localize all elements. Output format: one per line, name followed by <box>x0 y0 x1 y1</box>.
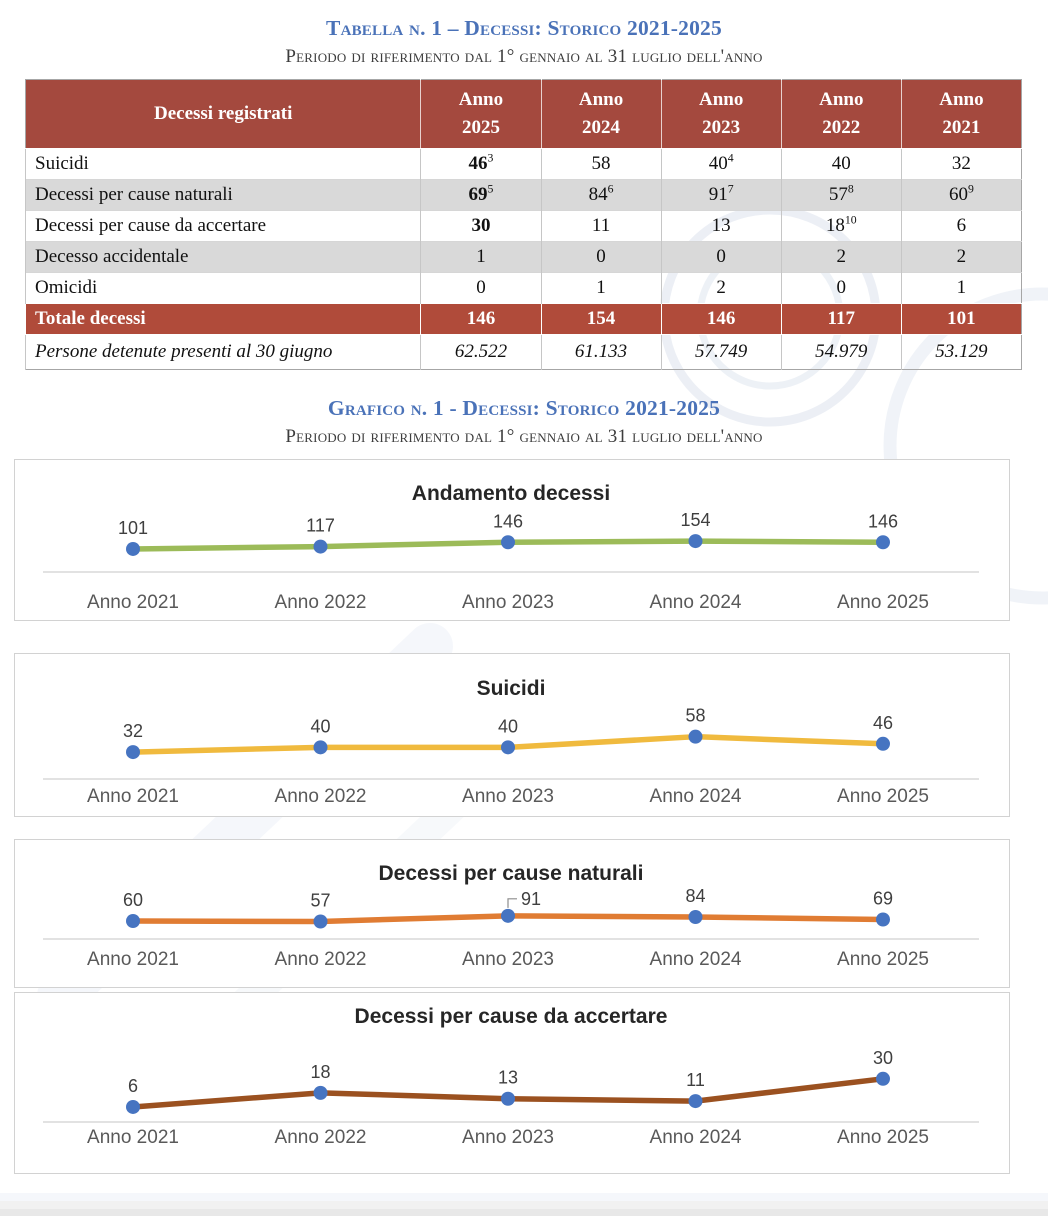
table-cell: 30 <box>421 211 541 242</box>
table-cell: $40^4$ <box>661 149 781 180</box>
detainees-cell: 62.522 <box>421 335 541 370</box>
data-label: 13 <box>497 1067 519 1088</box>
data-label: 60 <box>122 890 144 911</box>
table-cell: 2 <box>661 273 781 304</box>
data-point-marker <box>314 741 328 755</box>
table-cell: 6 <box>901 211 1021 242</box>
data-label: 91 <box>521 889 542 910</box>
detainees-cell: 53.129 <box>901 335 1021 370</box>
data-label: 57 <box>310 890 331 911</box>
table-cell: 11 <box>541 211 661 242</box>
data-point-marker <box>876 737 890 751</box>
deaths-table <box>25 79 1022 370</box>
deaths-table-body <box>26 149 1022 370</box>
data-label: 154 <box>680 510 711 531</box>
data-label-leader-line <box>508 899 517 908</box>
x-axis-tick-label: Anno 2021 <box>87 949 179 971</box>
detainees-cell: 54.979 <box>781 335 901 370</box>
table-cell: 2 <box>901 242 1021 273</box>
x-axis-tick-label: Anno 2024 <box>649 949 742 971</box>
data-label: 18 <box>310 1062 331 1083</box>
table-cell: $69^5$ <box>421 180 541 211</box>
chart-title: Decessi per cause da accertare <box>354 1005 668 1029</box>
data-label: 146 <box>867 511 899 532</box>
total-row <box>26 304 1022 335</box>
chart-canvas <box>15 993 1007 1173</box>
charts-area <box>0 459 1048 1174</box>
x-axis-tick-label: Anno 2025 <box>837 786 929 808</box>
data-point-marker <box>126 745 140 759</box>
table-row <box>26 149 1022 180</box>
table-cell: 58 <box>541 149 661 180</box>
table-cell: 2 <box>781 242 901 273</box>
detainees-cell: 57.749 <box>661 335 781 370</box>
data-point-marker <box>876 913 890 927</box>
x-axis-tick-label: Anno 2024 <box>649 786 742 808</box>
column-header-year: Anno 2022 <box>781 80 901 149</box>
x-axis-tick-label: Anno 2023 <box>462 949 554 971</box>
table-cell: $57^8$ <box>781 180 901 211</box>
table-cell: $91^7$ <box>661 180 781 211</box>
data-point-marker <box>689 910 703 924</box>
table-cell: $60^9$ <box>901 180 1021 211</box>
column-header-year: Anno 2021 <box>901 80 1021 149</box>
x-axis-tick-label: Anno 2021 <box>87 1127 179 1149</box>
data-point-marker <box>501 535 515 549</box>
data-label: 101 <box>117 518 149 539</box>
table-section-title: Tabella n. 1 – Decessi: Storico 2021-2025 <box>326 16 722 40</box>
data-point-marker <box>689 730 703 744</box>
data-label: 40 <box>310 716 331 737</box>
detainees-row-label: Persone detenute presenti al 30 giugno <box>26 335 421 370</box>
table-row <box>26 242 1022 273</box>
total-cell: 154 <box>541 304 661 335</box>
x-axis-tick-label: Anno 2021 <box>87 592 179 614</box>
data-label: 11 <box>686 1070 705 1091</box>
row-label: Decesso accidentale <box>26 242 421 273</box>
data-point-marker <box>126 1100 140 1114</box>
column-header-year: Anno 2025 <box>421 80 541 149</box>
data-point-marker <box>314 540 328 554</box>
column-header-year: Anno 2024 <box>541 80 661 149</box>
data-label: 6 <box>127 1076 139 1097</box>
data-point-marker <box>501 1092 515 1106</box>
data-label: 30 <box>872 1048 894 1069</box>
table-cell: 0 <box>541 242 661 273</box>
data-label: 46 <box>872 713 894 734</box>
table-row <box>26 180 1022 211</box>
x-axis-tick-label: Anno 2022 <box>274 949 367 971</box>
chart-title: Andamento decessi <box>411 482 611 506</box>
data-label: 58 <box>685 705 706 726</box>
data-label: 40 <box>497 716 519 737</box>
table-cell: $18^{10}$ <box>781 211 901 242</box>
table-cell: 0 <box>661 242 781 273</box>
chart-andamento-decessi <box>14 459 1010 621</box>
detainees-row <box>26 335 1022 370</box>
x-axis-tick-label: Anno 2025 <box>837 1127 929 1149</box>
chart-suicidi <box>14 653 1010 817</box>
chart-title: Suicidi <box>476 677 546 701</box>
data-point-marker <box>314 1086 328 1100</box>
total-row-label: Totale decessi <box>26 304 421 335</box>
table-cell: 1 <box>541 273 661 304</box>
total-cell: 146 <box>421 304 541 335</box>
x-axis-tick-label: Anno 2024 <box>649 592 742 614</box>
row-label: Decessi per cause da accertare <box>26 211 421 242</box>
chart-decessi-per-cause-naturali <box>14 839 1010 988</box>
report-page <box>0 16 1048 1174</box>
table-section-subtitle: Periodo di riferimento dal 1° gennaio al 31 luglio dell'anno <box>285 46 763 67</box>
chart-section-subtitle: Periodo di riferimento dal 1° gennaio al 31 luglio dell'anno <box>285 426 763 448</box>
data-label: 146 <box>492 511 524 532</box>
page-bottom-band <box>0 1201 1048 1209</box>
total-cell: 146 <box>661 304 781 335</box>
table-cell: 40 <box>781 149 901 180</box>
row-label: Omicidi <box>26 273 421 304</box>
deaths-table-head <box>26 80 1022 149</box>
x-axis-tick-label: Anno 2021 <box>87 786 179 808</box>
table-row <box>26 273 1022 304</box>
column-header-year: Anno 2023 <box>661 80 781 149</box>
data-label: 117 <box>306 515 335 536</box>
data-point-marker <box>689 534 703 548</box>
page-bottom-band <box>0 1209 1048 1216</box>
table-cell: 0 <box>421 273 541 304</box>
total-cell: 101 <box>901 304 1021 335</box>
x-axis-tick-label: Anno 2025 <box>837 949 929 971</box>
table-cell: $84^6$ <box>541 180 661 211</box>
table-cell: 32 <box>901 149 1021 180</box>
data-point-marker <box>876 1072 890 1086</box>
data-point-marker <box>501 741 515 755</box>
table-cell: 0 <box>781 273 901 304</box>
x-axis-tick-label: Anno 2022 <box>274 1127 367 1149</box>
table-row <box>26 211 1022 242</box>
chart-section-title: Grafico n. 1 - Decessi: Storico 2021-2025 <box>327 396 721 421</box>
data-label: 32 <box>122 721 144 742</box>
table-cell: 1 <box>901 273 1021 304</box>
total-cell: 117 <box>781 304 901 335</box>
data-label: 84 <box>685 886 706 907</box>
chart-canvas <box>15 654 1007 816</box>
data-point-marker <box>501 909 515 923</box>
column-header-decessi-registrati: Decessi registrati <box>26 80 421 149</box>
x-axis-tick-label: Anno 2025 <box>837 592 929 614</box>
x-axis-tick-label: Anno 2023 <box>462 1127 554 1149</box>
row-label: Suicidi <box>26 149 421 180</box>
data-point-marker <box>314 915 328 929</box>
x-axis-tick-label: Anno 2023 <box>462 592 554 614</box>
data-point-marker <box>876 535 890 549</box>
x-axis-tick-label: Anno 2023 <box>462 786 554 808</box>
chart-canvas <box>15 460 1007 620</box>
table-cell: $46^3$ <box>421 149 541 180</box>
chart-decessi-per-cause-da-accertare <box>14 992 1010 1174</box>
table-cell: 13 <box>661 211 781 242</box>
detainees-cell: 61.133 <box>541 335 661 370</box>
chart-canvas <box>15 840 1007 987</box>
data-label: 69 <box>872 888 894 909</box>
data-point-marker <box>126 542 140 556</box>
data-point-marker <box>126 914 140 928</box>
x-axis-tick-label: Anno 2022 <box>274 786 367 808</box>
chart-title: Decessi per cause naturali <box>378 862 644 886</box>
x-axis-tick-label: Anno 2022 <box>274 592 367 614</box>
table-cell: 1 <box>421 242 541 273</box>
row-label: Decessi per cause naturali <box>26 180 421 211</box>
x-axis-tick-label: Anno 2024 <box>649 1127 742 1149</box>
data-point-marker <box>689 1094 703 1108</box>
